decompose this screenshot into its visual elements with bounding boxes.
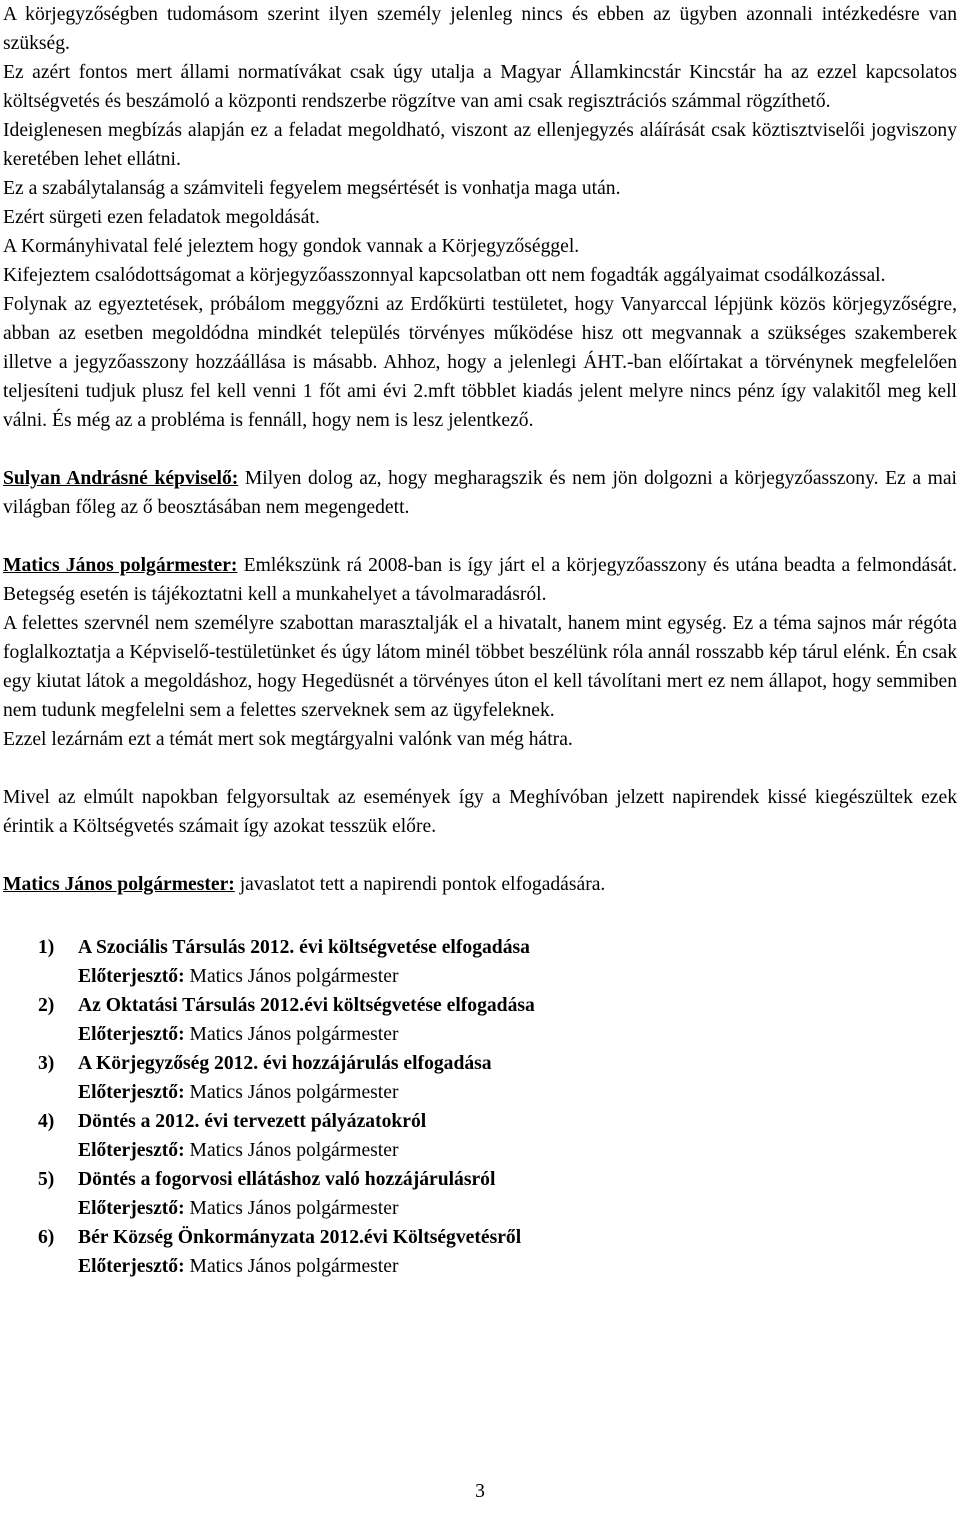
speaker-text: Milyen dolog az, hogy megharagszik és nem jön dolgozni a körjegyzőasszony. Ez a mai világban főleg az ő beosztásában nem megengedett. <box>3 468 957 518</box>
agenda-list <box>3 933 957 1281</box>
body-paragraph: Folynak az egyeztetések, próbálom meggyőzni az Erdőkürti testületet, hogy Vanyarccal lépjünk közös körjegyzőségre, abban az esetben megoldódna mindkét település törvényes működése hisz ott megvannak a szükséges szakemberek illetve a jegyzőasszony hozzáállása is másabb. Ahhoz, hogy a jelenlegi ÁHT.-ban előírtakat a törvénynek megfelelően teljesíteni tudjuk plusz fel kell venni 1 főt ami évi 2.mft többlet kiadás jelent melyre nincs pénz így valakitől meg kell válni. És még az a probléma is fennáll, hogy nem is lesz jelentkező. <box>3 294 957 431</box>
body-paragraph: A körjegyzőségben tudomásom szerint ilyen személy jelenleg nincs és ebben az ügyben azonnali intézkedésre van szükség. <box>3 4 957 54</box>
agenda-item-number: 2) <box>38 995 55 1016</box>
agenda-item <box>3 1223 957 1281</box>
speaker-block-sulyan <box>3 464 957 522</box>
document-page <box>3 0 957 1281</box>
speaker-name: Matics János polgármester: <box>3 874 235 895</box>
body-paragraph: Ideiglenesen megbízás alapján ez a feladat megoldható, viszont az ellenjegyzés aláírását csak köztisztviselői jogviszony keretében lehet ellátni. <box>3 120 957 170</box>
agenda-item-title: Bér Község Önkormányzata 2012.évi Költségvetésről <box>78 1227 522 1248</box>
speaker-block-matics-proposal <box>3 870 957 899</box>
agenda-item-number: 6) <box>38 1227 55 1248</box>
body-paragraph: A Kormányhivatal felé jeleztem hogy gondok vannak a Körjegyzőséggel. <box>3 236 580 257</box>
agenda-item <box>3 1107 957 1165</box>
speaker-text: javaslatot tett a napirendi pontok elfogadására. <box>234 874 606 895</box>
agenda-item <box>3 991 957 1049</box>
agenda-item-presenter <box>78 1252 957 1281</box>
presenter-label: Előterjesztő: <box>78 1256 185 1277</box>
agenda-item-title: A Körjegyzőség 2012. évi hozzájárulás elfogadása <box>78 1053 492 1074</box>
presenter-label: Előterjesztő: <box>78 1024 185 1045</box>
presenter-label: Előterjesztő: <box>78 966 185 987</box>
presenter-name: Matics János polgármester <box>184 966 399 987</box>
presenter-name: Matics János polgármester <box>184 1082 399 1103</box>
agenda-item-title: Döntés a fogorvosi ellátáshoz való hozzájárulásról <box>78 1169 496 1190</box>
body-paragraph: Ezzel lezárnám ezt a témát mert sok megtárgyalni valónk van még hátra. <box>3 729 573 750</box>
body-paragraph: Ezért sürgeti ezen feladatok megoldását. <box>3 207 320 228</box>
speaker-name: Matics János polgármester: <box>3 555 238 576</box>
body-paragraph: A felettes szervnél nem személyre szabottan marasztalják el a hivatalt, hanem mint egység. Ez a téma sajnos már régóta foglalkoztatja a Képviselő-testületünket és úgy látom minél többet beszélünk róla annál rosszabb kép tárul elénk. Én csak egy kiutat látok a megoldáshoz, hogy Hegedüsnét a törvényes úton el kell távolítani mert ez nem állapot, hogy semmiben nem tudunk megfelelni sem a felettes szerveknek sem az ügyfeleknek. <box>3 613 957 721</box>
body-paragraph: Ez a szabálytalanság a számviteli fegyelem megsértését is vonhatja maga után. <box>3 178 621 199</box>
agenda-item-number: 5) <box>38 1169 55 1190</box>
agenda-item-number: 1) <box>38 937 55 958</box>
page-number: 3 <box>475 1481 485 1502</box>
speaker-name: Sulyan Andrásné képviselő: <box>3 468 239 489</box>
presenter-name: Matics János polgármester <box>184 1256 399 1277</box>
presenter-name: Matics János polgármester <box>184 1198 399 1219</box>
agenda-item-title: Az Oktatási Társulás 2012.évi költségvetése elfogadása <box>78 995 535 1016</box>
agenda-item-presenter <box>78 1194 957 1223</box>
presenter-name: Matics János polgármester <box>184 1024 399 1045</box>
agenda-item-title: A Szociális Társulás 2012. évi költségvetése elfogadása <box>78 937 530 958</box>
agenda-item-number: 4) <box>38 1111 55 1132</box>
body-paragraph: Ez azért fontos mert állami normatívákat csak úgy utalja a Magyar Államkincstár Kincstár ha az ezzel kapcsolatos költségvetés és beszámoló a központi rendszerbe rögzítve van ami csak regisztrációs számmal rögzíthető. <box>3 62 957 112</box>
agenda-item-number: 3) <box>38 1053 55 1074</box>
agenda-item-presenter <box>78 1020 957 1049</box>
body-paragraph: Kifejeztem csalódottságomat a körjegyzőasszonnyal kapcsolatban ott nem fogadták aggályaimat csodálkozással. <box>3 265 886 286</box>
speaker-text: Emlékszünk rá 2008-ban is így járt el a körjegyzőasszony és utána beadta a felmondását. Betegség esetén is tájékoztatni kell a munkahelyet a távolmaradásról. <box>3 555 958 605</box>
presenter-label: Előterjesztő: <box>78 1198 185 1219</box>
agenda-item-presenter <box>78 1136 957 1165</box>
presenter-label: Előterjesztő: <box>78 1140 185 1161</box>
presenter-label: Előterjesztő: <box>78 1082 185 1103</box>
body-paragraph: Mivel az elmúlt napokban felgyorsultak az események így a Meghívóban jelzett napirendek kissé kiegészültek ezek érintik a Költségvetés számait így azokat tesszük előre. <box>3 787 957 837</box>
speaker-block-matics <box>3 551 957 609</box>
agenda-item-presenter <box>78 1078 957 1107</box>
agenda-item-title: Döntés a 2012. évi tervezett pályázatokról <box>78 1111 427 1132</box>
presenter-name: Matics János polgármester <box>184 1140 399 1161</box>
agenda-item-presenter <box>78 962 957 991</box>
agenda-item <box>3 1049 957 1107</box>
agenda-item <box>3 933 957 991</box>
agenda-item <box>3 1165 957 1223</box>
